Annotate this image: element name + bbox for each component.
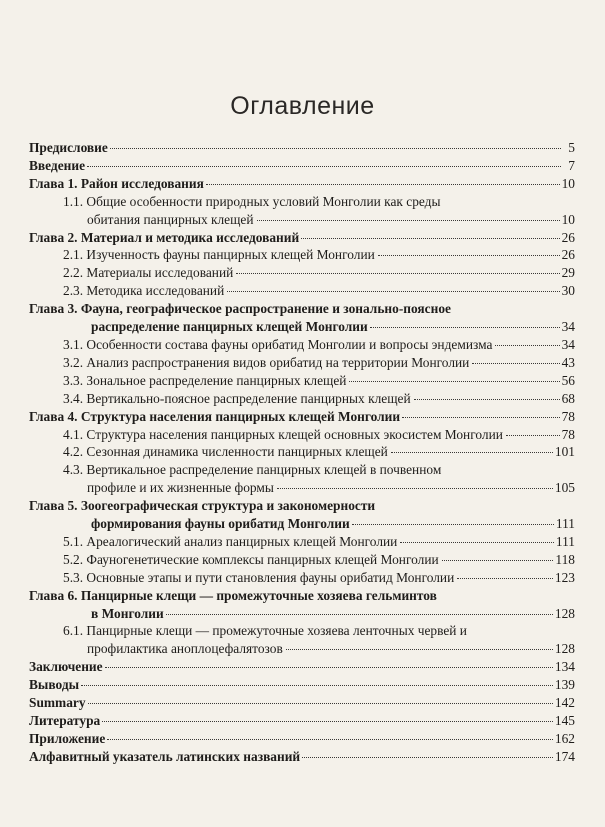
dot-leader [88,703,553,704]
toc-page-number: 26 [561,229,575,245]
toc-page-number: 123 [554,569,575,585]
toc-entry-row [29,157,575,175]
toc-page-number: 111 [555,533,575,549]
dot-leader [457,578,553,579]
toc-entry-row [29,318,575,336]
toc-page-number: 5 [568,140,575,155]
toc-page-number: 128 [554,641,575,657]
toc-entry-title: Предисловие [29,140,108,155]
toc-entry-title: 3.3. Зональное распределение панцирных клещей [63,372,347,388]
toc-entry-row [63,211,575,229]
toc-page-number: 118 [555,551,575,567]
toc-entry-row [63,282,575,300]
toc-page-number: 10 [561,211,575,227]
toc-chapter-entry[interactable] [29,694,575,712]
toc-chapter-entry[interactable] [29,658,575,676]
toc-page-number: 128 [554,605,575,621]
toc-entry-title: 2.2. Материалы исследований [63,265,234,281]
dot-leader [277,488,553,489]
dot-leader [391,452,553,453]
toc-page-number: 34 [561,336,575,352]
toc-entry-row [63,354,575,372]
toc-entry-title: профилактика аноплоцефалятозов [87,641,283,657]
page-title: Оглавление [230,92,375,120]
toc-entry-title: формирования фауны орибатид Монголии [91,516,350,532]
toc-entry-row [29,712,575,730]
toc-entry-row [29,658,575,676]
toc-entry-row [29,408,575,426]
toc-entry-row [63,443,575,461]
dot-leader [257,220,560,221]
toc-section-entry[interactable] [29,390,575,408]
toc-section-entry[interactable] [29,372,575,390]
toc-entry-title-line: 4.3. Вертикальное распределение панцирных клещей в почвенном [63,462,442,478]
dot-leader [472,363,559,364]
toc-entry-title-line: Глава 3. Фауна, географическое распространение и зонально-поясное [29,301,451,317]
toc-entry-title: 4.1. Структура населения панцирных клещей основных экосистем Монголии [63,426,503,442]
toc-entry-row [63,336,575,354]
toc-entry-title: 3.2. Анализ распространения видов орибатид на территории Монголии [63,354,470,370]
dot-leader [87,166,561,167]
toc-entry-row [29,748,575,766]
toc-page-number: 56 [561,372,575,388]
dot-leader [110,148,561,149]
toc-entry-title: 3.1. Особенности состава фауны орибатид Монголии и вопросы эндемизма [63,336,493,352]
toc-entry-title: 4.2. Сезонная динамика численности панцирных клещей [63,444,388,460]
toc-section-entry[interactable] [29,569,575,587]
dot-leader [370,327,560,328]
toc-entry-title: Глава 2. Материал и методика исследований [29,229,300,245]
toc-entry-title: Выводы [29,677,80,693]
toc-section-entry[interactable] [29,426,575,444]
toc-entry-title: 2.1. Изученность фауны панцирных клещей Монголии [63,247,375,263]
toc-page-number: 111 [555,516,575,532]
toc-page-number: 145 [554,713,575,728]
toc-chapter-entry[interactable] [29,730,575,748]
toc-entry-title-line: Глава 6. Панцирные клещи — промежуточные хозяева гельминтов [29,587,437,603]
toc-section-entry[interactable] [29,461,575,497]
toc-chapter-entry[interactable] [29,157,575,175]
toc-chapter-entry[interactable] [29,748,575,766]
toc-entry-row [29,229,575,247]
dot-leader [81,685,553,686]
dot-leader [495,345,559,346]
dot-leader [286,649,553,650]
toc-entry-row [63,569,575,587]
table-of-contents [29,139,575,766]
toc-page-number: 10 [561,175,575,191]
toc-entry-row [29,515,575,533]
dot-leader [400,542,554,543]
toc-entry-title: Summary [29,695,86,711]
toc-entry-row [29,605,575,623]
toc-entry-title: Литература [29,713,101,728]
toc-entry-row [63,264,575,282]
toc-page-number: 7 [568,157,575,173]
toc-entry-title: Глава 1. Район исследования [29,175,204,191]
toc-entry-row [29,730,575,748]
toc-entry-title-line: Глава 5. Зоогеографическая структура и закономерности [29,498,376,514]
toc-section-entry[interactable] [29,622,575,658]
dot-leader [506,435,560,436]
toc-entry-title: в Монголии [91,605,164,621]
toc-entry-row [29,175,575,193]
toc-entry-title: 5.3. Основные этапы и пути становления фауны орибатид Монголии [63,569,455,585]
toc-entry-row [29,676,575,694]
toc-entry-row [63,640,575,658]
toc-page-number: 101 [554,444,575,460]
toc-entry-title-line: 1.1. Общие особенности природных условий Монголии как среды [63,193,441,209]
toc-entry-title: 5.2. Фауногенетические комплексы панцирных клещей Монголии [63,551,439,567]
toc-entry-row [29,694,575,712]
toc-page-number: 68 [561,390,575,406]
dot-leader [102,721,553,722]
toc-page-number: 26 [561,247,575,263]
dot-leader [442,560,554,561]
toc-entry-row [63,479,575,497]
toc-entry-title: Алфавитный указатель латинских названий [29,748,301,764]
toc-entry-row [63,246,575,264]
toc-entry-title: обитания панцирных клещей [87,211,254,227]
toc-entry-row [63,390,575,408]
toc-entry-row [63,551,575,569]
toc-page-number: 78 [561,408,575,424]
dot-leader [206,184,560,185]
toc-section-entry[interactable] [29,551,575,569]
toc-entry-row [63,372,575,390]
toc-entry-title: 3.4. Вертикально-поясное распределение панцирных клещей [63,390,411,406]
toc-entry-title: Введение [29,157,86,173]
toc-entry-title: Приложение [29,730,106,746]
toc-section-entry[interactable] [29,193,575,229]
dot-leader [236,273,559,274]
toc-section-entry[interactable] [29,246,575,264]
toc-page-number: 34 [561,319,575,335]
toc-section-entry[interactable] [29,443,575,461]
dot-leader [105,667,553,668]
toc-page-number: 142 [554,695,575,711]
toc-chapter-entry[interactable] [29,408,575,426]
toc-chapter-entry[interactable] [29,229,575,247]
toc-entry-title: Заключение [29,659,103,675]
toc-entry-title: распределение панцирных клещей Монголии [91,319,368,335]
dot-leader [414,399,560,400]
toc-page-number: 162 [554,730,575,746]
toc-page-number: 78 [561,426,575,442]
toc-entry-title: 5.1. Ареалогический анализ панцирных клещей Монголии [63,533,398,549]
toc-page-number: 30 [561,283,575,299]
toc-section-entry[interactable] [29,354,575,372]
dot-leader [402,417,560,418]
dot-leader [349,381,559,382]
dot-leader [301,238,559,239]
toc-chapter-entry[interactable] [29,300,575,336]
toc-chapter-entry[interactable] [29,676,575,694]
toc-entry-row [29,139,575,157]
dot-leader [352,524,554,525]
toc-chapter-entry[interactable] [29,587,575,623]
dot-leader [107,739,553,740]
toc-page-number: 29 [561,265,575,281]
toc-entry-title: Глава 4. Структура населения панцирных клещей Монголии [29,408,401,424]
toc-chapter-entry[interactable] [29,712,575,730]
toc-chapter-entry[interactable] [29,139,575,157]
toc-section-entry[interactable] [29,264,575,282]
toc-chapter-entry[interactable] [29,497,575,533]
toc-section-entry[interactable] [29,533,575,551]
toc-entry-title: профиле и их жизненные формы [87,480,274,496]
toc-entry-row [63,533,575,551]
toc-page-number: 134 [554,659,575,675]
toc-page-number: 105 [554,480,575,496]
toc-entry-title: 2.3. Методика исследований [63,283,225,299]
toc-section-entry[interactable] [29,282,575,300]
toc-page-number: 43 [561,354,575,370]
toc-chapter-entry[interactable] [29,175,575,193]
dot-leader [166,614,553,615]
toc-entry-row [63,426,575,444]
toc-page-number: 174 [554,748,575,764]
toc-entry-title-line: 6.1. Панцирные клещи — промежуточные хозяева ленточных червей и [63,623,467,639]
dot-leader [378,255,560,256]
dot-leader [302,757,553,758]
dot-leader [227,291,559,292]
toc-section-entry[interactable] [29,336,575,354]
toc-page-number: 139 [554,677,575,693]
